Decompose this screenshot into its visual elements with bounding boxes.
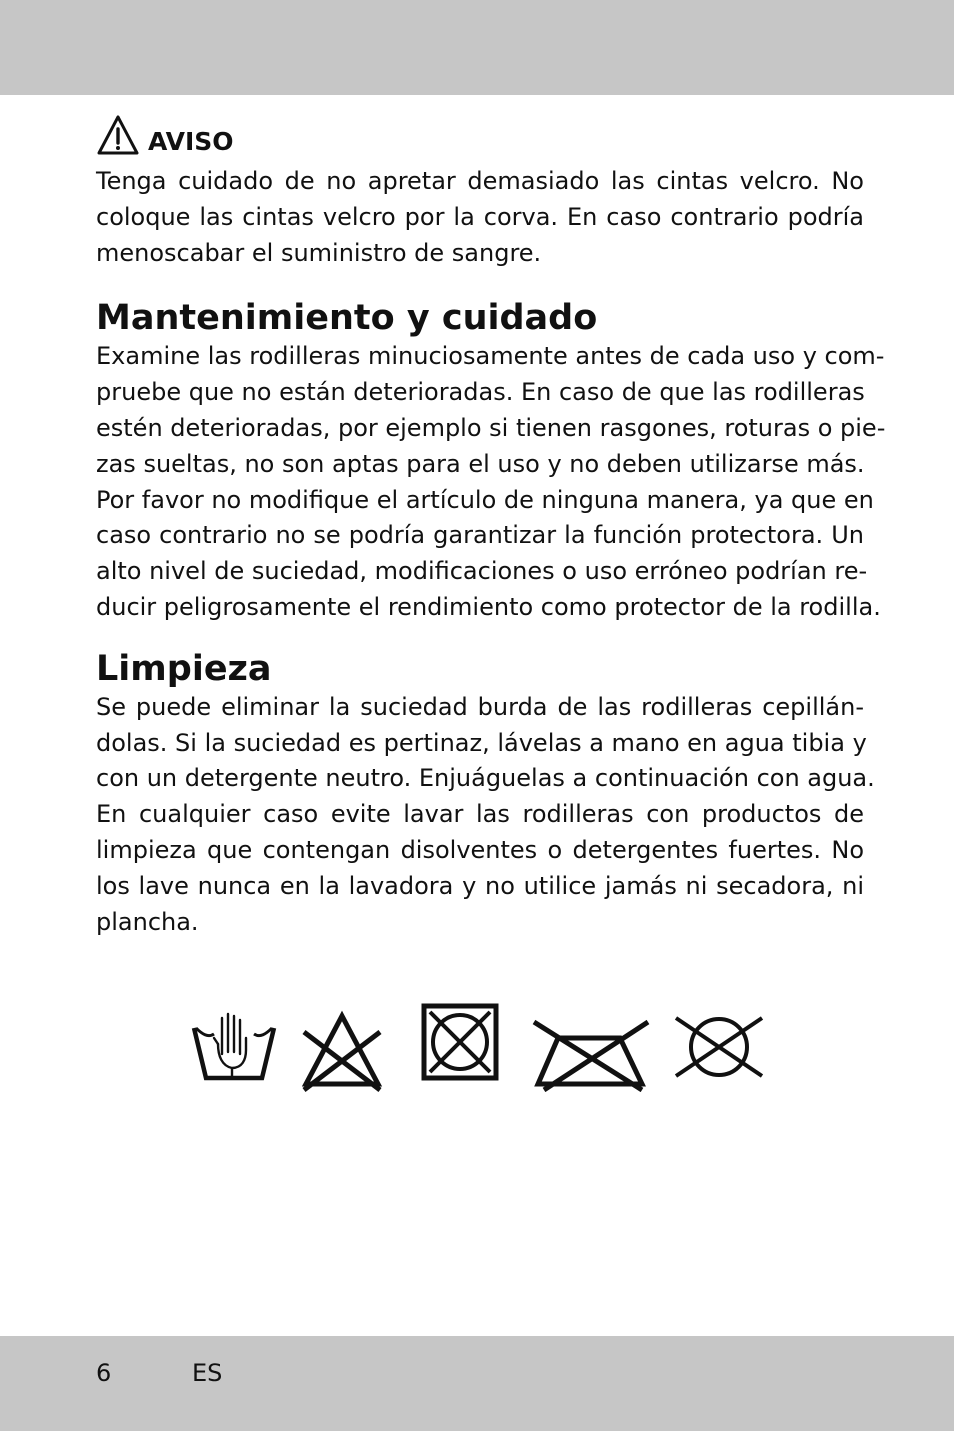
text-line: caso contrario no se podría garantizar la función protectora. Un (96, 521, 864, 550)
footer-band (0, 1336, 954, 1431)
maintenance-heading: Mantenimiento y cuidado (96, 298, 598, 339)
cleaning-heading: Limpieza (96, 648, 272, 689)
text-line: zas sueltas, no son aptas para el uso y no deben utilizarse más. (96, 449, 865, 478)
maintenance-text (96, 339, 886, 625)
no-dry-clean-icon (676, 1018, 762, 1076)
header-band (0, 0, 954, 95)
warning-text (96, 164, 864, 271)
page-number: 6 (96, 1359, 112, 1387)
text-line: ducir peligrosamente el rendimiento como protector de la rodilla. (96, 592, 881, 621)
text-line: dolas. Si la suciedad es pertinaz, lávelas a mano en agua tibia y (96, 728, 867, 757)
no-bleach-icon (304, 1016, 380, 1090)
warning-triangle-icon (96, 114, 140, 156)
language-code: ES (192, 1359, 223, 1387)
page-content (96, 112, 886, 940)
text-line: plancha. (96, 907, 199, 936)
no-tumble-dry-icon (424, 1006, 496, 1078)
text-line: los lave nunca en la lavadora y no utilice jamás ni secadora, ni (96, 871, 864, 900)
cleaning-text (96, 690, 875, 941)
warning-heading (96, 112, 864, 156)
text-line: pruebe que no están deterioradas. En caso de que las rodilleras (96, 378, 865, 407)
text-line: En cualquier caso evite lavar las rodilleras con productos de (96, 800, 864, 829)
text-line: menoscabar el suministro de sangre. (96, 238, 542, 267)
text-line: limpieza que contengan disolventes o detergentes fuertes. No (96, 835, 864, 864)
text-line: alto nivel de suciedad, modificaciones o uso erróneo podrían re- (96, 557, 868, 586)
text-line: Examine las rodilleras minuciosamente antes de cada uso y com- (96, 342, 885, 371)
warning-title: AVISO (148, 127, 234, 156)
text-line: Se puede eliminar la suciedad burda de las rodilleras cepillán- (96, 692, 864, 721)
text-line: Por favor no modifique el artículo de ninguna manera, ya que en (96, 485, 874, 514)
text-line: coloque las cintas velcro por la corva. En caso contrario podría (96, 202, 864, 231)
text-line: Tenga cuidado de no apretar demasiado las cintas velcro. No (96, 167, 864, 195)
hand-wash-icon (188, 1010, 280, 1086)
text-line: con un detergente neutro. Enjuáguelas a continuación con agua. (96, 764, 875, 793)
text-line: estén deterioradas, por ejemplo si tienen rasgones, roturas o pie- (96, 413, 886, 442)
no-iron-icon (534, 1022, 648, 1090)
